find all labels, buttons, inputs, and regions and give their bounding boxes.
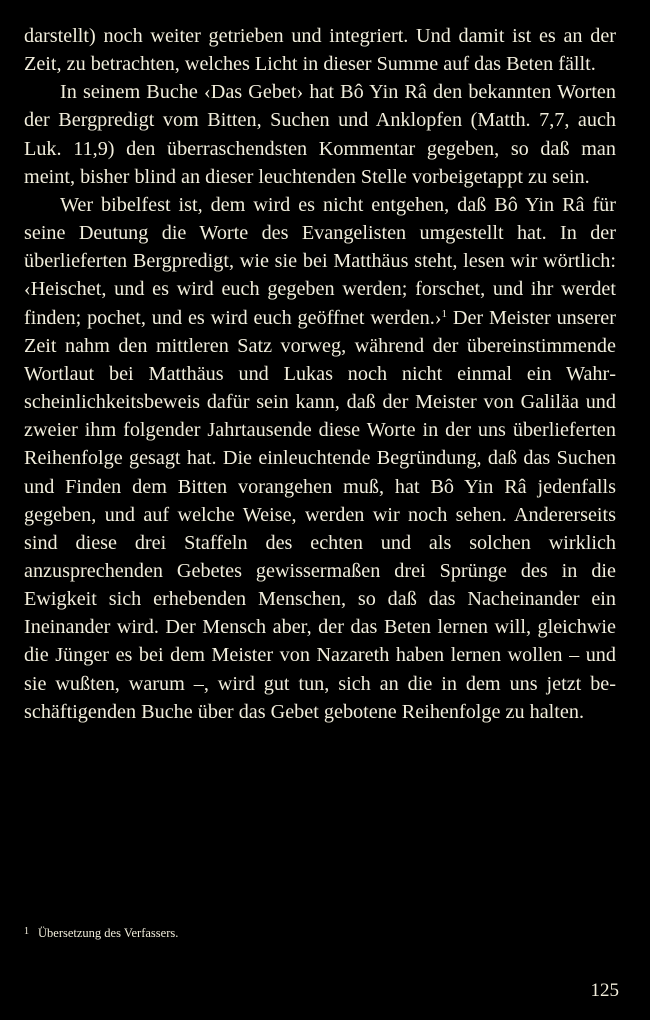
footnote — [24, 924, 616, 941]
paragraph-3-part-2: Der Meister unserer Zeit nahm den mittleren Satz vorweg, während der übereinstimmende Wortlaut bei Matthäus und Lukas noch nicht einmal ein Wahrscheinlichkeitsbeweis dafür sein kann, daß der Meister von Galiläa und zweier ihm folgender Jahrtausende diese Worte in der uns überlieferten Reihenfolge gesagt hat. Die einleuchtende Begründung, daß das Suchen und Finden dem Bitten vorangehen muß, hat Bô Yin Râ jedenfalls gegeben, und auf welche Weise, werden wir noch sehen. Andererseits sind diese drei Staffeln des echten und als solchen wirklich anzusprechenden Gebetes gewissermaßen drei Sprünge des in die Ewigkeit sich erhebenden Menschen, so daß das Nacheinander ein Ineinander wird. Der Mensch aber, der das Beten lernen will, gleichwie die Jünger es bei dem Meister von Nazareth haben lernen wollen – und sie wußten, warum –, wird gut tun, sich an die in dem uns jetzt beschäftigenden Buche über das Gebet gebotene Reihenfolge zu halten. — [24, 306, 616, 723]
page-number: 125 — [590, 980, 619, 1001]
footnote-mark: 1 — [24, 926, 29, 937]
footnote-reference: 1 — [441, 307, 447, 320]
body-text — [24, 22, 616, 726]
paragraph-2: In seinem Buche ‹Das Gebet› hat Bô Yin Râ den bekannten Worten der Bergpredigt vom Bitten, Suchen und Anklopfen (Matth. 7,7, auch Luk. 11,9) den überraschendsten Kommentar gegeben, so daß man meint, bisher blind an dieser leuchtenden Stelle vorbeigetappt zu sein. — [24, 81, 616, 188]
paragraph-3-part-1: Wer bibelfest ist, dem wird es nicht entgehen, daß Bô Yin Râ für seine Deutung die Worte des Evangelisten umgestellt hat. In der überlieferten Bergpredigt, wie sie bei Matthäus steht, lesen wir wörtlich: ‹Heischet, und es wird euch gegeben werden; forschet, und ihr werdet finden; pochet, und es wird euch geöffnet werden.› — [24, 193, 616, 329]
paragraph-1: darstellt) noch weiter getrieben und integriert. Und damit ist es an der Zeit, zu betrachten, welches Licht in dieser Summe auf das Beten fällt. — [24, 25, 616, 76]
paragraph-3 — [24, 191, 616, 726]
footnote-text: Übersetzung des Verfassers. — [38, 926, 179, 940]
